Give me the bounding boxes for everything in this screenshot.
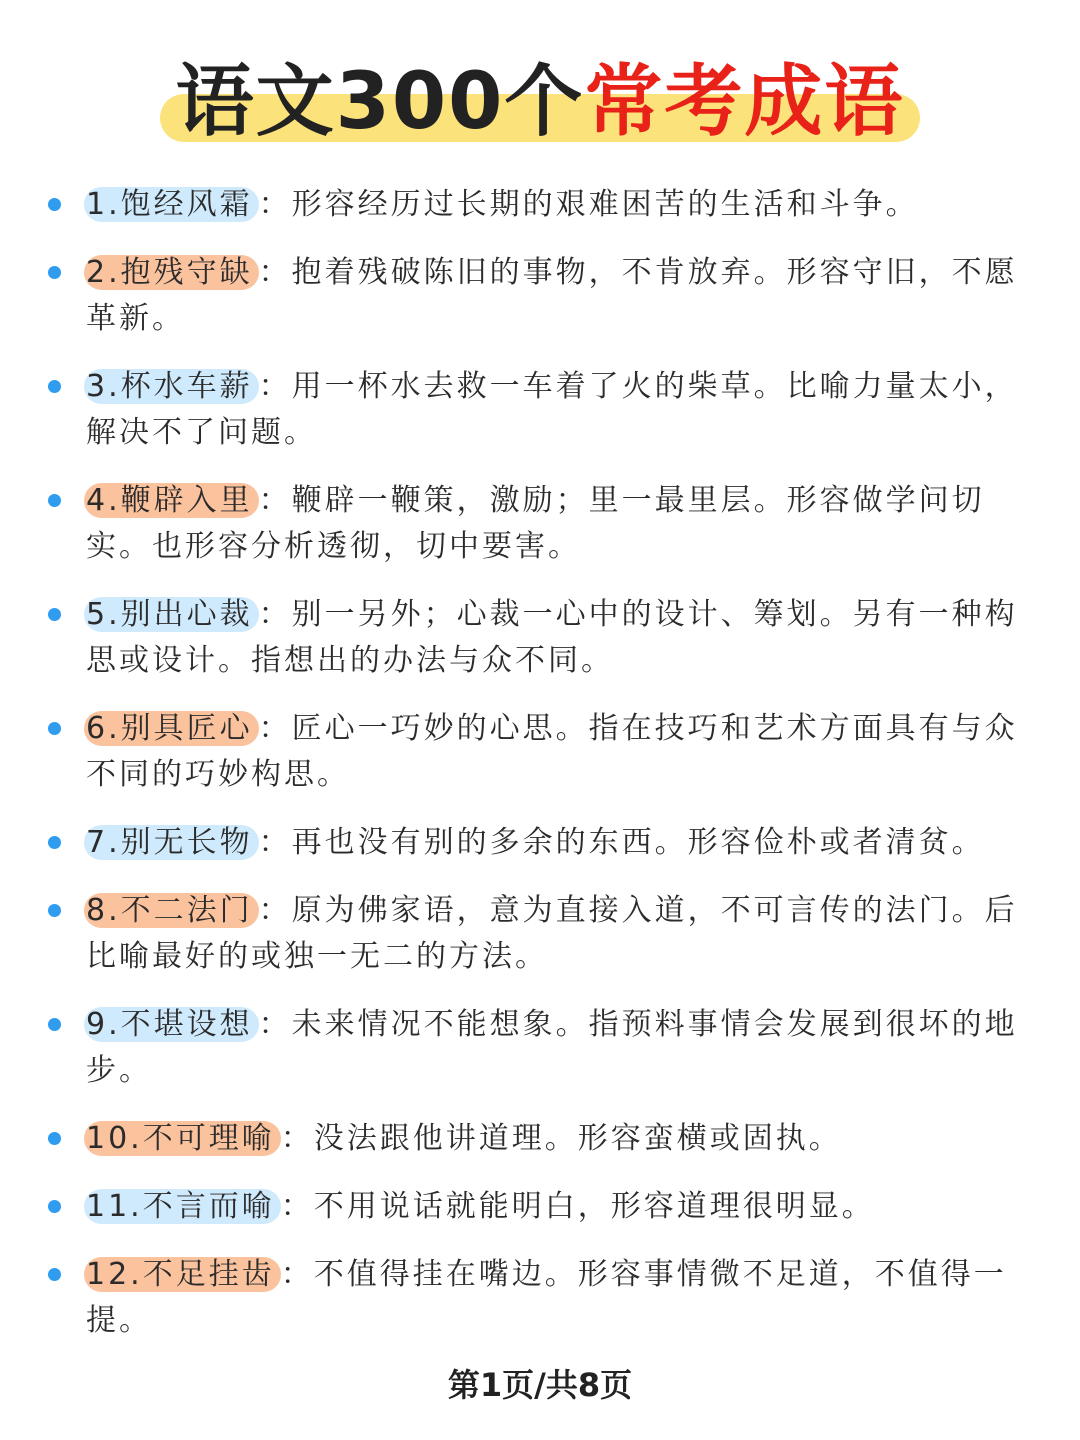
idiom-item: [0, 1002, 1080, 1094]
idiom-term: 1.饱经风霜: [84, 187, 259, 222]
idiom-term: 11.不言而喻: [84, 1189, 281, 1224]
idiom-definition: ：鞭辟一鞭策，激励；里一最里层。形容做学问切实。也形容分析透彻，切中要害。: [86, 483, 985, 564]
idiom-item: [0, 1252, 1080, 1344]
title-part-red: 常考成语: [584, 57, 905, 147]
idiom-item: [0, 250, 1080, 342]
idiom-definition: ：匠心一巧妙的心思。指在技巧和艺术方面具有与众不同的巧妙构思。: [86, 711, 1018, 792]
bullet-dot-icon: [48, 266, 61, 279]
idiom-term: 6.别具匠心: [84, 711, 259, 746]
idiom-term: 5.别出心裁: [84, 597, 259, 632]
idiom-term: 10.不可理喻: [84, 1121, 281, 1156]
page-title: [0, 56, 1080, 148]
idiom-term: 8.不二法门: [84, 893, 259, 928]
bullet-dot-icon: [48, 1018, 61, 1031]
idiom-list: [0, 182, 1080, 1366]
idiom-item: [0, 1116, 1080, 1162]
idiom-term: 12.不足挂齿: [84, 1257, 281, 1292]
idiom-item: [0, 592, 1080, 684]
idiom-definition: ：没法跟他讲道理。形容蛮横或固执。: [280, 1121, 842, 1156]
bullet-dot-icon: [48, 380, 61, 393]
idiom-definition: ：原为佛家语，意为直接入道，不可言传的法门。后比喻最好的或独一无二的方法。: [86, 893, 1018, 974]
idiom-definition: ：抱着残破陈旧的事物，不肯放弃。形容守旧，不愿革新。: [86, 255, 1018, 336]
idiom-item: [0, 364, 1080, 456]
idiom-definition: ：用一杯水去救一车着了火的柴草。比喻力量太小，解决不了问题。: [86, 369, 1018, 450]
idiom-term: 4.鞭辟入里: [84, 483, 259, 518]
idiom-term: 3.杯水车薪: [84, 369, 259, 404]
idiom-item: [0, 888, 1080, 980]
bullet-dot-icon: [48, 494, 61, 507]
idiom-definition: ：形容经历过长期的艰难困苦的生活和斗争。: [258, 187, 919, 222]
idiom-item: [0, 1184, 1080, 1230]
title-banner: [0, 48, 1080, 158]
bullet-dot-icon: [48, 904, 61, 917]
idiom-term: 2.抱残守缺: [84, 255, 259, 290]
bullet-dot-icon: [48, 1200, 61, 1213]
idiom-item: [0, 706, 1080, 798]
idiom-definition: ：别一另外；心裁一心中的设计、筹划。另有一种构思或设计。指想出的办法与众不同。: [86, 597, 1018, 678]
bullet-dot-icon: [48, 1132, 61, 1145]
idiom-definition: ：未来情况不能想象。指预料事情会发展到很坏的地步。: [86, 1007, 1018, 1088]
idiom-definition: ：再也没有别的多余的东西。形容俭朴或者清贫。: [258, 825, 985, 860]
idiom-item: [0, 182, 1080, 228]
bullet-dot-icon: [48, 836, 61, 849]
idiom-item: [0, 478, 1080, 570]
idiom-term: 9.不堪设想: [84, 1007, 259, 1042]
bullet-dot-icon: [48, 608, 61, 621]
idiom-item: [0, 820, 1080, 866]
page-indicator: 第1页/共8页: [447, 1366, 633, 1404]
bullet-dot-icon: [48, 722, 61, 735]
title-part-black: 语文300个: [175, 57, 585, 147]
idiom-definition: ：不用说话就能明白，形容道理很明显。: [280, 1189, 875, 1224]
idiom-term: 7.别无长物: [84, 825, 259, 860]
bullet-dot-icon: [48, 1268, 61, 1281]
idiom-definition: ：不值得挂在嘴边。形容事情微不足道，不值得一提。: [86, 1257, 1007, 1338]
bullet-dot-icon: [48, 198, 61, 211]
